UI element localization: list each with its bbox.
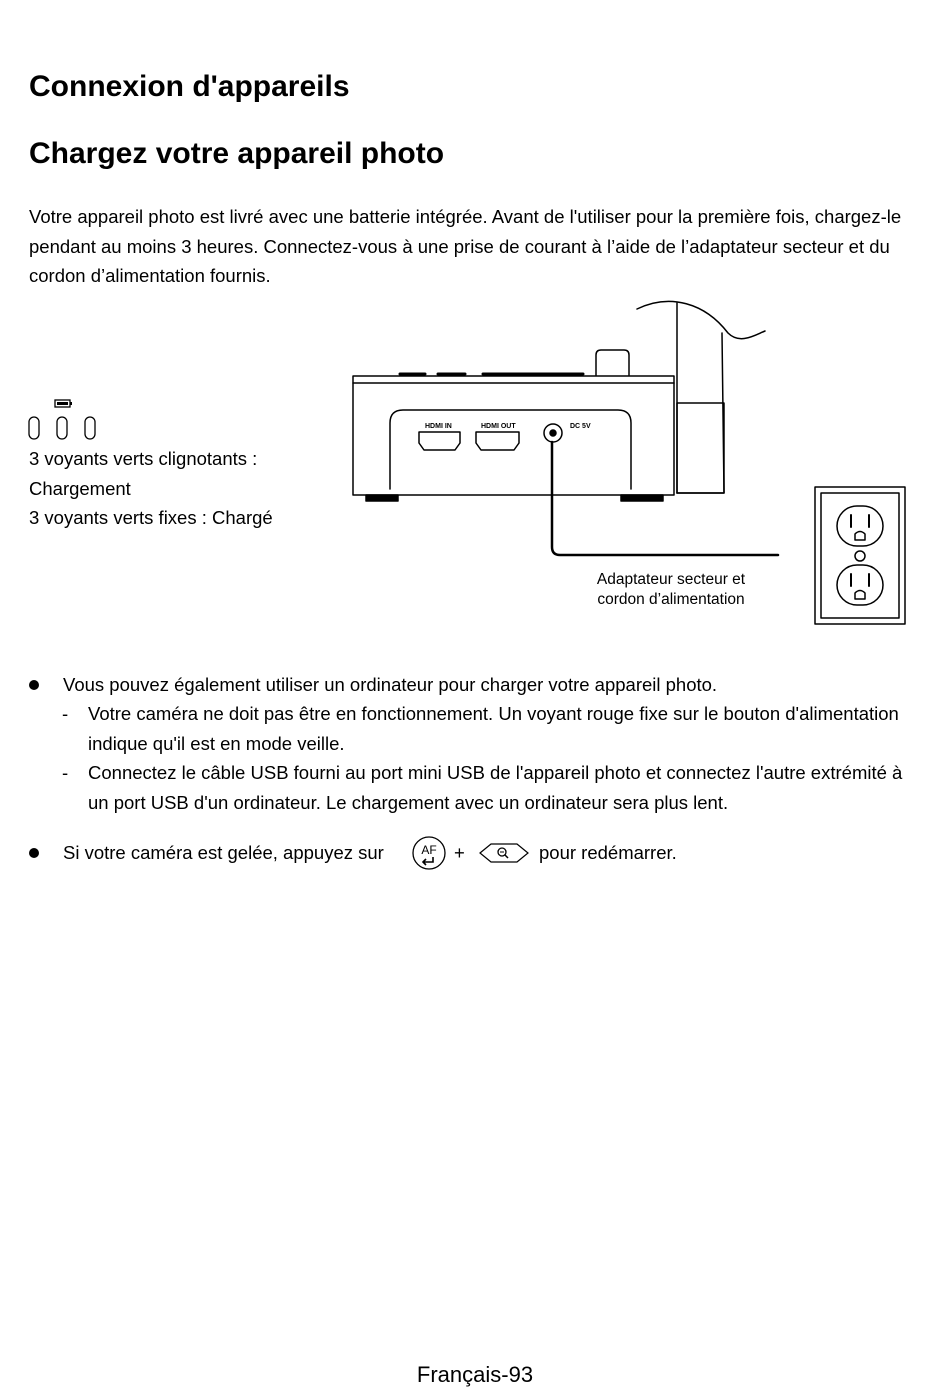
zoom-button-icon (477, 841, 531, 865)
hdmi-out-label: HDMI OUT (481, 423, 516, 430)
led-icon (57, 417, 67, 439)
led-indicators (27, 398, 107, 442)
status-charging: Chargement (29, 477, 131, 499)
page-heading: Connexion d'appareils (29, 70, 350, 103)
restart-text-before: Si votre caméra est gelée, appuyez sur (63, 842, 384, 863)
sub-item-text: Votre caméra ne doit pas être en fonctionnement. Un voyant rouge fixe sur le bouton d'alimentation indique qu'il est en mode veille. (88, 703, 899, 754)
page-number: Français-93 (416, 1362, 534, 1387)
led-icon (29, 417, 39, 439)
restart-text-after: pour redémarrer. (539, 842, 677, 863)
caption-line-1: Adaptateur secteur et (596, 571, 746, 588)
charging-status (29, 444, 273, 533)
dash-marker: - (62, 762, 69, 783)
status-blinking: 3 voyants verts clignotants : (29, 448, 258, 469)
af-label: AF (421, 843, 437, 857)
battery-icon (55, 400, 72, 407)
bullet-icon (29, 848, 39, 858)
status-charged: 3 voyants verts fixes : Chargé (29, 507, 273, 528)
af-button-icon (411, 834, 447, 872)
dc-label: DC 5V (570, 423, 591, 430)
diagram-caption (578, 570, 764, 610)
bullet-text: Vous pouvez également utiliser un ordinateur pour charger votre appareil photo. (63, 674, 718, 695)
power-outlet-icon (815, 487, 905, 624)
section-heading: Chargez votre appareil photo (29, 137, 445, 170)
intro-paragraph: Votre appareil photo est livré avec une batterie intégrée. Avant de l'utiliser pour la première fois, chargez-le pendant au moins 3 heures. Connectez-vous à une prise de courant à l’aide de l’adaptateur secteur et du cordon d’alimentation fournis. (29, 206, 902, 286)
plus-sign: + (454, 842, 465, 863)
caption-line-2: cordon d’alimentation (597, 591, 745, 608)
dash-marker: - (62, 703, 69, 724)
led-icon (85, 417, 95, 439)
hdmi-in-label: HDMI IN (425, 423, 452, 430)
bullet-icon (29, 680, 39, 690)
sub-item-text: Connectez le câble USB fourni au port mini USB de l'appareil photo et connectez l'autre extrémité à un port USB d'un ordinateur. Le chargement avec un ordinateur sera plus lent. (88, 762, 903, 813)
